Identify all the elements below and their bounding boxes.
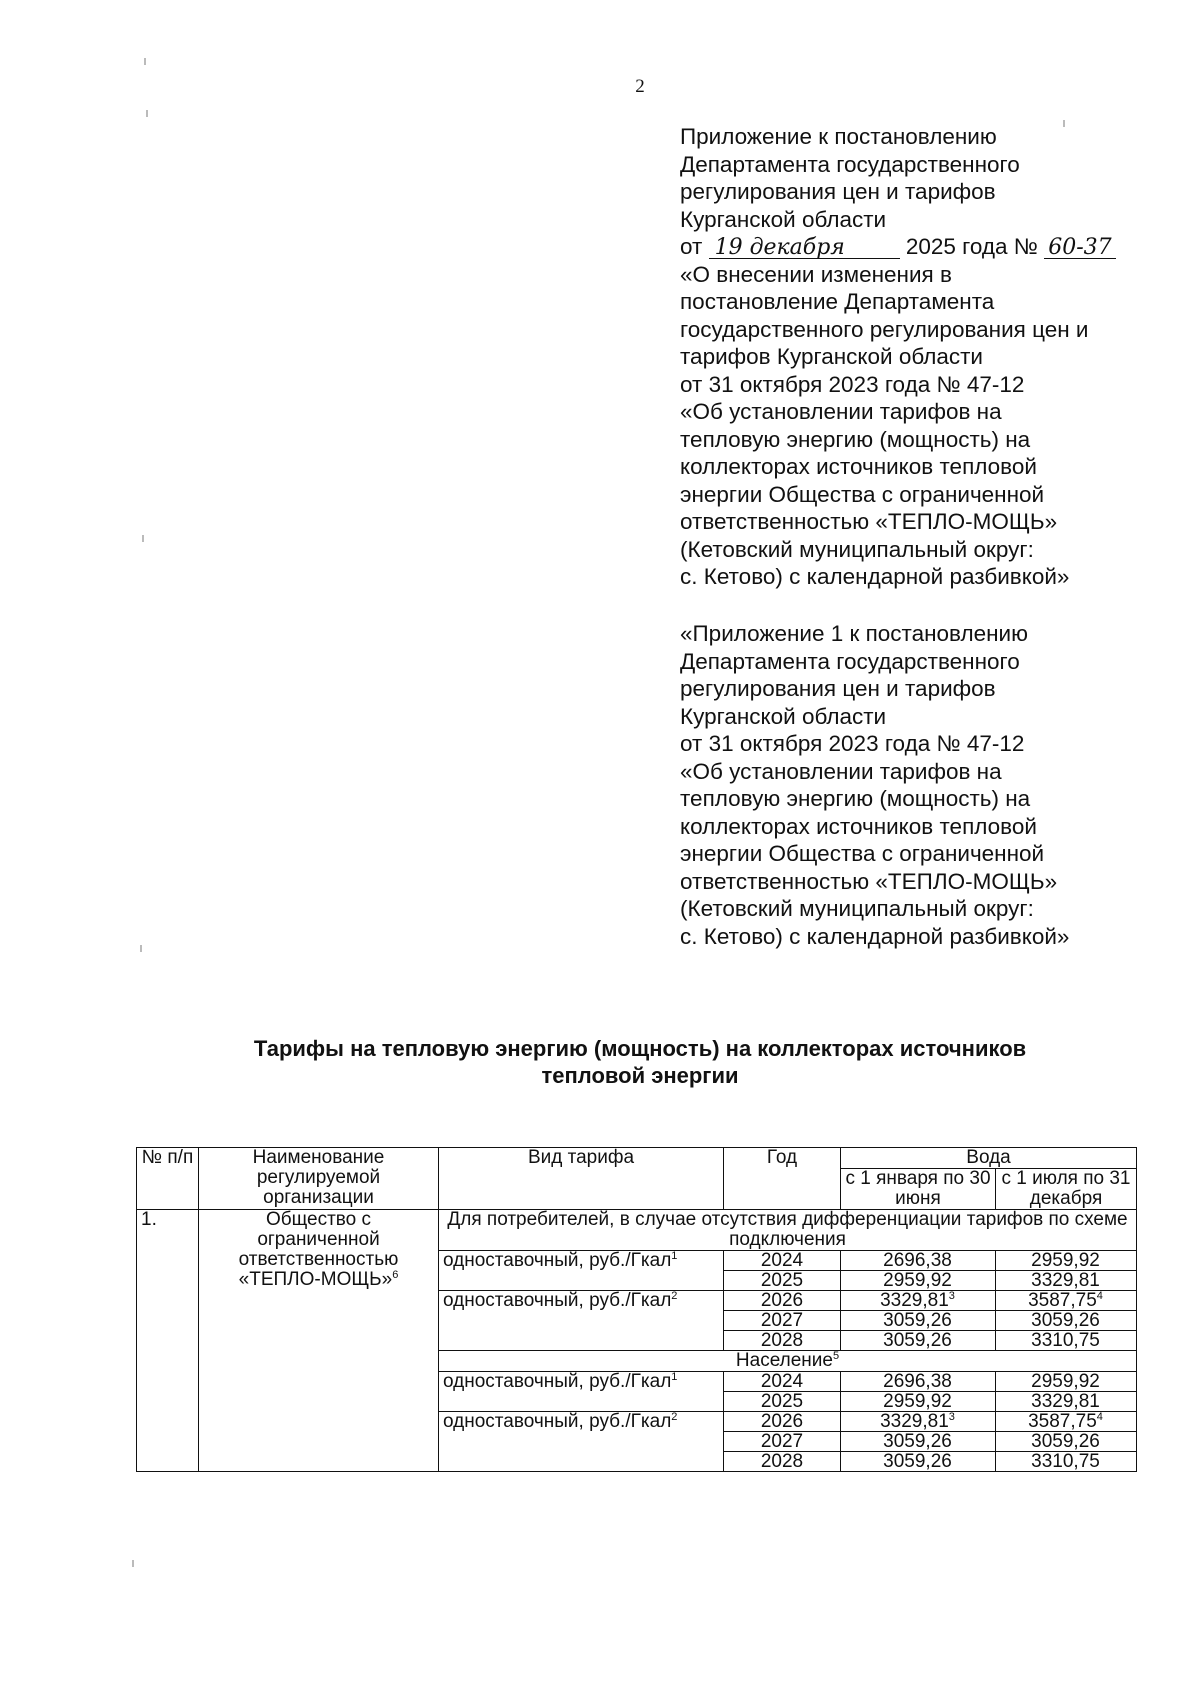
scan-artifact — [142, 535, 144, 542]
second-half-value: 3587,75 — [1028, 1411, 1097, 1432]
appendix-header-line: государственного регулирования цен и — [680, 316, 1089, 342]
title-line-2: тепловой энергии — [541, 1063, 739, 1088]
first-half-value-cell — [841, 1372, 996, 1392]
header-second-half: с 1 июля по 31 декабря — [996, 1169, 1137, 1210]
second-half-value-cell — [996, 1392, 1137, 1412]
handwritten-number: 60-37 — [1044, 238, 1116, 259]
date-year-text: 2025 года № — [905, 234, 1038, 259]
appendix-header-line: регулирования цен и тарифов — [680, 179, 996, 204]
year-cell: 2027 — [724, 1311, 841, 1331]
appendix-header-line: Приложение к постановлению — [680, 124, 997, 149]
appendix-header-lines-after — [680, 261, 1180, 591]
scan-artifact — [140, 945, 142, 952]
appendix-1-line: тепловую энергию (мощность) на — [680, 786, 1031, 811]
first-half-value: 3329,81 — [880, 1411, 949, 1432]
appendix-header-line: тарифов Курганской области — [680, 344, 983, 369]
appendix-header-lines-before — [680, 123, 1180, 233]
handwritten-date: 19 декабря — [709, 238, 900, 259]
first-half-value-cell — [841, 1311, 996, 1331]
scan-artifact — [1063, 120, 1065, 127]
organization-text-footnote: 6 — [392, 1269, 399, 1281]
year-cell: 2028 — [724, 1452, 841, 1472]
scan-artifact — [144, 58, 146, 65]
tariff-type-text-footnote: 1 — [671, 1371, 678, 1383]
first-half-value: 2959,92 — [883, 1391, 952, 1412]
first-half-value: 3059,26 — [883, 1310, 952, 1331]
year-cell: 2024 — [724, 1372, 841, 1392]
header-row — [137, 1148, 1137, 1169]
second-half-value-cell — [996, 1432, 1137, 1452]
appendix-1-line: Курганской области — [680, 703, 887, 729]
document-title — [140, 1035, 1140, 1089]
scan-artifact — [146, 110, 148, 117]
second-half-value-cell — [996, 1452, 1137, 1472]
appendix-1-line: (Кетовский муниципальный округ: — [680, 896, 1034, 921]
date-line — [680, 233, 1180, 261]
appendix-1-line: с. Кетово) с календарной разбивкой» — [680, 923, 1070, 949]
tariff-type-text-footnote: 2 — [671, 1411, 678, 1423]
title-line-1: Тарифы на тепловую энергию (мощность) на коллекторах источников — [253, 1036, 1027, 1061]
first-half-value-cell — [841, 1452, 996, 1472]
organization-name — [199, 1210, 439, 1472]
second-half-value-cell — [996, 1251, 1137, 1271]
year-cell: 2026 — [724, 1291, 841, 1311]
appendix-header-line: тепловую энергию (мощность) на — [680, 426, 1031, 452]
header-water: Вода — [841, 1148, 1137, 1169]
second-half-value-cell — [996, 1331, 1137, 1351]
tariff-type-cell — [439, 1291, 724, 1351]
appendix-header-line: «О внесении изменения в — [680, 261, 952, 287]
second-half-value: 2959,92 — [1031, 1371, 1100, 1392]
year-cell: 2025 — [724, 1392, 841, 1412]
second-half-value-footnote: 4 — [1096, 1411, 1103, 1423]
scan-artifact — [132, 1560, 134, 1567]
second-half-value: 3059,26 — [1031, 1310, 1100, 1331]
header-first-half: с 1 января по 30 июня — [841, 1169, 996, 1210]
appendix-1-block — [680, 620, 1180, 950]
appendix-1-line: ответственностью «ТЕПЛО-МОЩЬ» — [680, 868, 1058, 894]
appendix-header-line: с. Кетово) с календарной разбивкой» — [680, 564, 1070, 589]
second-half-value-cell — [996, 1271, 1137, 1291]
appendix-1-line: регулирования цен и тарифов — [680, 676, 996, 701]
second-half-value-cell — [996, 1291, 1137, 1311]
tariff-type-text: одноставочный, руб./Гкал — [443, 1290, 672, 1311]
tariff-type-cell — [439, 1412, 724, 1472]
page-number: 2 — [635, 76, 645, 97]
appendix-header-line: от 31 октября 2023 года № 47-12 — [680, 371, 1025, 397]
organization-text: Общество с ограниченной ответственностью «ТЕПЛО-МОЩЬ» — [238, 1209, 399, 1290]
second-half-value-cell — [996, 1412, 1137, 1432]
first-half-value-cell — [841, 1291, 996, 1311]
group-title-text: Население — [735, 1350, 833, 1371]
first-half-value: 3059,26 — [883, 1431, 952, 1452]
tariff-type-cell — [439, 1251, 724, 1291]
appendix-1-line: от 31 октября 2023 года № 47-12 — [680, 731, 1025, 756]
first-half-value: 2696,38 — [883, 1250, 952, 1271]
second-half-value: 2959,92 — [1031, 1250, 1100, 1271]
first-half-value-footnote: 3 — [948, 1290, 955, 1302]
appendix-header-line: коллекторах источников тепловой — [680, 454, 1037, 479]
date-prefix: от — [680, 234, 703, 259]
tariff-type-cell — [439, 1372, 724, 1412]
second-half-value-cell — [996, 1372, 1137, 1392]
appendix-header-line: энергии Общества с ограниченной — [680, 481, 1045, 507]
appendix-header-line: постановление Департамента — [680, 289, 995, 314]
first-half-value-footnote: 3 — [948, 1411, 955, 1423]
appendix-1-line: «Об установлении тарифов на — [680, 758, 1002, 784]
tariffs-table — [136, 1147, 1137, 1472]
first-half-value: 3059,26 — [883, 1451, 952, 1472]
appendix-header-block — [680, 123, 1180, 591]
second-half-value: 3310,75 — [1031, 1330, 1100, 1351]
group-title-text-footnote: 5 — [832, 1350, 840, 1362]
second-half-value: 3329,81 — [1031, 1391, 1100, 1412]
first-half-value-cell — [841, 1271, 996, 1291]
first-half-value-cell — [841, 1412, 996, 1432]
tariff-type-text: одноставочный, руб./Гкал — [443, 1250, 672, 1271]
appendix-1-line: коллекторах источников тепловой — [680, 813, 1037, 839]
group-title-row — [137, 1210, 1137, 1251]
year-cell: 2027 — [724, 1432, 841, 1452]
header-year: Год — [724, 1148, 841, 1210]
appendix-header-line: Департамента государственного — [680, 151, 1020, 177]
year-cell: 2026 — [724, 1412, 841, 1432]
first-half-value: 2959,92 — [883, 1270, 952, 1291]
tariff-type-text-footnote: 2 — [671, 1290, 678, 1302]
first-half-value: 3059,26 — [883, 1330, 952, 1351]
tariff-type-text-footnote: 1 — [671, 1250, 678, 1262]
first-half-value-cell — [841, 1392, 996, 1412]
appendix-1-line: энергии Общества с ограниченной — [680, 841, 1045, 866]
header-num: № п/п — [137, 1148, 199, 1210]
row-number: 1. — [137, 1210, 199, 1472]
year-cell: 2028 — [724, 1331, 841, 1351]
tariff-type-text: одноставочный, руб./Гкал — [443, 1411, 672, 1432]
appendix-header-line: «Об установлении тарифов на — [680, 399, 1002, 424]
first-half-value-cell — [841, 1251, 996, 1271]
first-half-value-cell — [841, 1331, 996, 1351]
group-title — [439, 1351, 1137, 1372]
second-half-value: 3059,26 — [1031, 1431, 1100, 1452]
header-tariff-type: Вид тарифа — [439, 1148, 724, 1210]
second-half-value-footnote: 4 — [1096, 1290, 1103, 1302]
header-organization: Наименование регулируемой организации — [199, 1148, 439, 1210]
year-cell: 2025 — [724, 1271, 841, 1291]
group-title — [439, 1210, 1137, 1251]
first-half-value: 3329,81 — [880, 1290, 949, 1311]
appendix-1-line: «Приложение 1 к постановлению — [680, 621, 1028, 646]
first-half-value-cell — [841, 1432, 996, 1452]
appendix-1-line: Департамента государственного — [680, 648, 1020, 674]
appendix-header-line: ответственностью «ТЕПЛО-МОЩЬ» — [680, 509, 1058, 534]
tariff-type-text: одноставочный, руб./Гкал — [443, 1371, 672, 1392]
second-half-value: 3587,75 — [1028, 1290, 1097, 1311]
first-half-value: 2696,38 — [883, 1371, 952, 1392]
second-half-value: 3329,81 — [1031, 1270, 1100, 1291]
group-title-text: Для потребителей, в случае отсутствия дифференциации тарифов по схеме подключения — [447, 1209, 1128, 1250]
second-half-value-cell — [996, 1311, 1137, 1331]
second-half-value: 3310,75 — [1031, 1451, 1100, 1472]
appendix-header-line: Курганской области — [680, 206, 887, 232]
year-cell: 2024 — [724, 1251, 841, 1271]
appendix-header-line: (Кетовский муниципальный округ: — [680, 536, 1034, 562]
